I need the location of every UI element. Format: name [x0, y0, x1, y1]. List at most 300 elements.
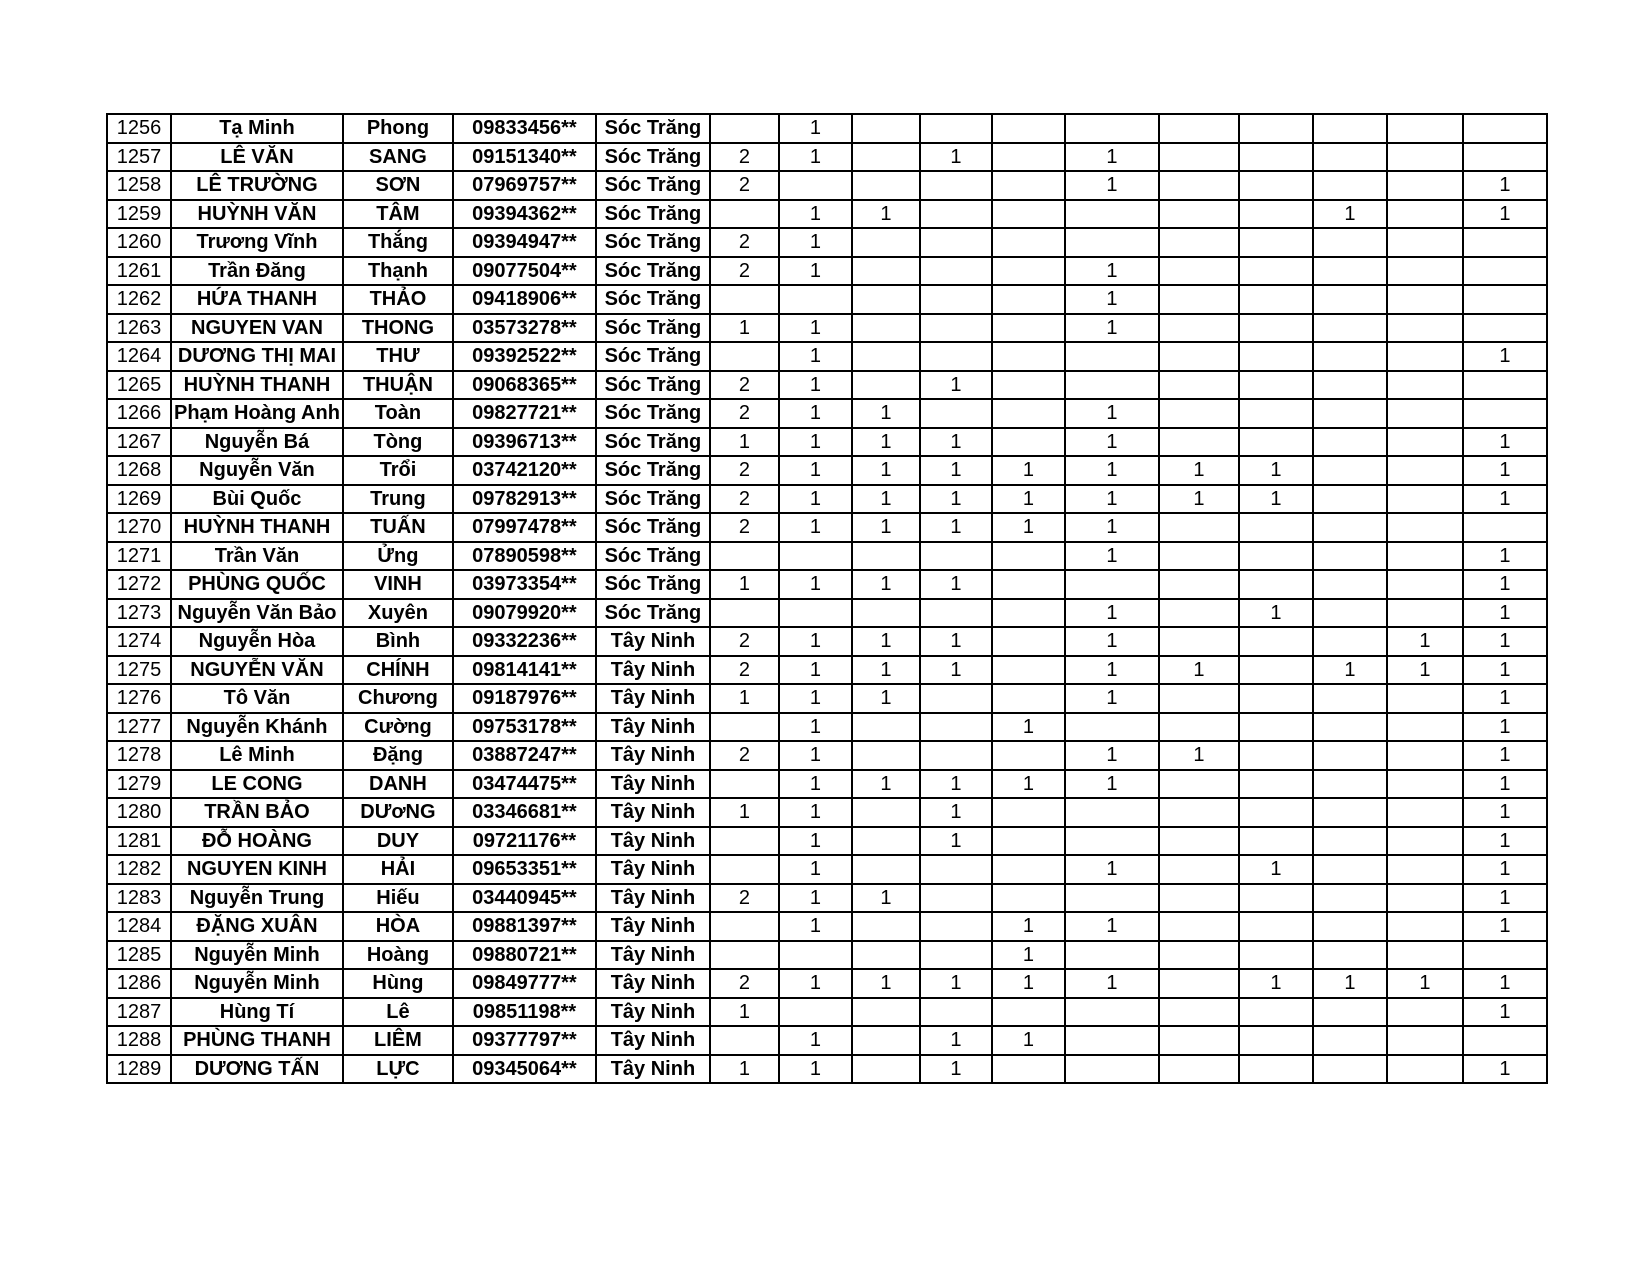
province-cell: Sóc Trăng — [596, 114, 710, 143]
phone-cell: 09849777** — [453, 969, 596, 998]
last-middle-name-cell: Trần Đăng — [171, 257, 343, 286]
value-cell: 2 — [710, 171, 779, 200]
last-middle-name-cell: Nguyễn Trung — [171, 884, 343, 913]
first-name-cell: Toàn — [343, 399, 453, 428]
province-cell: Sóc Trăng — [596, 599, 710, 628]
last-middle-name-cell: Bùi Quốc — [171, 485, 343, 514]
value-cell: 2 — [710, 485, 779, 514]
table-row — [107, 200, 1547, 229]
value-cell: 1 — [1065, 542, 1159, 571]
value-cell — [852, 171, 920, 200]
value-cell: 1 — [779, 456, 852, 485]
last-middle-name-cell: Nguyễn Khánh — [171, 713, 343, 742]
row-id-cell: 1271 — [107, 542, 171, 571]
value-cell: 1 — [992, 456, 1065, 485]
table-row — [107, 684, 1547, 713]
value-cell — [1387, 485, 1463, 514]
last-middle-name-cell: TRẦN BẢO — [171, 798, 343, 827]
phone-cell: 09394362** — [453, 200, 596, 229]
value-cell: 1 — [779, 684, 852, 713]
province-cell: Sóc Trăng — [596, 399, 710, 428]
value-cell — [1387, 741, 1463, 770]
value-cell — [1065, 798, 1159, 827]
value-cell: 1 — [852, 456, 920, 485]
value-cell — [710, 114, 779, 143]
phone-cell: 03440945** — [453, 884, 596, 913]
value-cell: 1 — [1159, 485, 1239, 514]
row-id-cell: 1274 — [107, 627, 171, 656]
value-cell: 1 — [1463, 456, 1547, 485]
value-cell: 1 — [1065, 741, 1159, 770]
province-cell: Tây Ninh — [596, 770, 710, 799]
value-cell: 1 — [992, 713, 1065, 742]
value-cell — [1065, 1055, 1159, 1084]
value-cell: 1 — [710, 798, 779, 827]
value-cell — [1313, 627, 1387, 656]
value-cell: 1 — [1463, 969, 1547, 998]
phone-cell: 09187976** — [453, 684, 596, 713]
first-name-cell: THONG — [343, 314, 453, 343]
value-cell — [1313, 542, 1387, 571]
value-cell — [1387, 171, 1463, 200]
value-cell — [1387, 342, 1463, 371]
row-id-cell: 1268 — [107, 456, 171, 485]
value-cell: 1 — [779, 912, 852, 941]
value-cell — [1065, 114, 1159, 143]
value-cell — [1463, 1026, 1547, 1055]
value-cell — [1159, 428, 1239, 457]
row-id-cell: 1279 — [107, 770, 171, 799]
phone-cell: 07969757** — [453, 171, 596, 200]
value-cell — [992, 798, 1065, 827]
value-cell: 1 — [1159, 656, 1239, 685]
province-cell: Tây Ninh — [596, 941, 710, 970]
value-cell: 2 — [710, 371, 779, 400]
value-cell — [1387, 228, 1463, 257]
value-cell — [1313, 171, 1387, 200]
value-cell — [920, 314, 992, 343]
value-cell — [1239, 713, 1313, 742]
table-row — [107, 656, 1547, 685]
value-cell — [1387, 257, 1463, 286]
province-cell: Sóc Trăng — [596, 257, 710, 286]
value-cell — [1313, 428, 1387, 457]
first-name-cell: Hoàng — [343, 941, 453, 970]
first-name-cell: Hiếu — [343, 884, 453, 913]
value-cell — [1313, 399, 1387, 428]
value-cell — [852, 257, 920, 286]
value-cell — [992, 684, 1065, 713]
value-cell — [1387, 1026, 1463, 1055]
value-cell: 1 — [920, 485, 992, 514]
first-name-cell: TÂM — [343, 200, 453, 229]
last-middle-name-cell: HUỲNH VĂN — [171, 200, 343, 229]
value-cell — [1463, 371, 1547, 400]
value-cell — [1239, 570, 1313, 599]
value-cell — [1239, 542, 1313, 571]
last-middle-name-cell: LÊ VĂN — [171, 143, 343, 172]
value-cell — [1065, 941, 1159, 970]
value-cell: 1 — [920, 570, 992, 599]
value-cell — [1463, 257, 1547, 286]
first-name-cell: LIÊM — [343, 1026, 453, 1055]
table-row — [107, 143, 1547, 172]
value-cell: 1 — [920, 827, 992, 856]
value-cell — [920, 342, 992, 371]
value-cell: 1 — [992, 485, 1065, 514]
value-cell — [710, 912, 779, 941]
value-cell — [1159, 627, 1239, 656]
value-cell — [1313, 285, 1387, 314]
value-cell — [1463, 314, 1547, 343]
phone-cell: 09814141** — [453, 656, 596, 685]
value-cell: 1 — [710, 314, 779, 343]
value-cell — [1239, 884, 1313, 913]
value-cell — [920, 542, 992, 571]
first-name-cell: Trung — [343, 485, 453, 514]
first-name-cell: Xuyên — [343, 599, 453, 628]
table-row — [107, 770, 1547, 799]
value-cell — [852, 114, 920, 143]
phone-cell: 09377797** — [453, 1026, 596, 1055]
table-body — [107, 114, 1547, 1083]
value-cell — [710, 599, 779, 628]
row-id-cell: 1263 — [107, 314, 171, 343]
value-cell — [710, 200, 779, 229]
value-cell — [920, 855, 992, 884]
value-cell — [1313, 342, 1387, 371]
value-cell — [1313, 998, 1387, 1027]
table-row — [107, 342, 1547, 371]
value-cell: 1 — [1065, 969, 1159, 998]
row-id-cell: 1266 — [107, 399, 171, 428]
table-row — [107, 912, 1547, 941]
first-name-cell: CHÍNH — [343, 656, 453, 685]
phone-cell: 07890598** — [453, 542, 596, 571]
row-id-cell: 1262 — [107, 285, 171, 314]
value-cell: 1 — [1065, 855, 1159, 884]
value-cell — [1239, 371, 1313, 400]
value-cell: 1 — [920, 1055, 992, 1084]
last-middle-name-cell: NGUYEN KINH — [171, 855, 343, 884]
value-cell: 1 — [1065, 285, 1159, 314]
table-row — [107, 285, 1547, 314]
value-cell: 1 — [779, 257, 852, 286]
value-cell — [1313, 741, 1387, 770]
value-cell: 1 — [1313, 200, 1387, 229]
value-cell — [1159, 884, 1239, 913]
phone-cell: 03887247** — [453, 741, 596, 770]
value-cell — [1159, 855, 1239, 884]
value-cell — [1313, 143, 1387, 172]
row-id-cell: 1281 — [107, 827, 171, 856]
province-cell: Tây Ninh — [596, 627, 710, 656]
value-cell — [1313, 513, 1387, 542]
value-cell — [710, 855, 779, 884]
province-cell: Tây Ninh — [596, 827, 710, 856]
value-cell: 1 — [779, 741, 852, 770]
value-cell — [1159, 171, 1239, 200]
table-row — [107, 969, 1547, 998]
value-cell: 1 — [920, 969, 992, 998]
value-cell: 1 — [1463, 485, 1547, 514]
phone-cell: 09881397** — [453, 912, 596, 941]
row-id-cell: 1280 — [107, 798, 171, 827]
value-cell — [1313, 884, 1387, 913]
value-cell — [1387, 542, 1463, 571]
table-row — [107, 257, 1547, 286]
value-cell: 2 — [710, 143, 779, 172]
table-row — [107, 1026, 1547, 1055]
value-cell — [1239, 770, 1313, 799]
value-cell — [1387, 884, 1463, 913]
value-cell — [1313, 114, 1387, 143]
table-row — [107, 570, 1547, 599]
data-table — [106, 113, 1548, 1084]
first-name-cell: TUẤN — [343, 513, 453, 542]
table-row — [107, 599, 1547, 628]
value-cell: 1 — [920, 456, 992, 485]
value-cell — [1313, 257, 1387, 286]
last-middle-name-cell: HỨA THANH — [171, 285, 343, 314]
first-name-cell: THƯ — [343, 342, 453, 371]
value-cell — [1313, 1055, 1387, 1084]
value-cell: 1 — [1239, 485, 1313, 514]
table-row — [107, 941, 1547, 970]
value-cell — [1159, 770, 1239, 799]
first-name-cell: DƯơNG — [343, 798, 453, 827]
value-cell — [1313, 456, 1387, 485]
value-cell: 1 — [779, 570, 852, 599]
value-cell — [1313, 941, 1387, 970]
last-middle-name-cell: HUỲNH THANH — [171, 513, 343, 542]
row-id-cell: 1260 — [107, 228, 171, 257]
last-middle-name-cell: Nguyễn Hòa — [171, 627, 343, 656]
value-cell — [1387, 371, 1463, 400]
value-cell — [1387, 912, 1463, 941]
province-cell: Tây Ninh — [596, 656, 710, 685]
value-cell — [992, 998, 1065, 1027]
value-cell — [920, 257, 992, 286]
value-cell — [1065, 200, 1159, 229]
row-id-cell: 1283 — [107, 884, 171, 913]
value-cell — [1387, 855, 1463, 884]
value-cell: 1 — [1239, 969, 1313, 998]
value-cell — [1387, 200, 1463, 229]
value-cell: 1 — [1065, 627, 1159, 656]
table-row — [107, 513, 1547, 542]
last-middle-name-cell: DƯƠNG THỊ MAI — [171, 342, 343, 371]
value-cell: 1 — [779, 485, 852, 514]
value-cell: 1 — [852, 570, 920, 599]
value-cell — [1313, 371, 1387, 400]
value-cell — [1313, 684, 1387, 713]
value-cell — [1159, 998, 1239, 1027]
phone-cell: 09880721** — [453, 941, 596, 970]
value-cell — [1065, 1026, 1159, 1055]
value-cell: 1 — [1065, 513, 1159, 542]
value-cell: 1 — [779, 200, 852, 229]
first-name-cell: DANH — [343, 770, 453, 799]
value-cell: 1 — [1463, 912, 1547, 941]
value-cell — [1313, 485, 1387, 514]
value-cell: 2 — [710, 656, 779, 685]
province-cell: Sóc Trăng — [596, 143, 710, 172]
value-cell — [1065, 713, 1159, 742]
value-cell — [1239, 627, 1313, 656]
value-cell: 1 — [1065, 428, 1159, 457]
value-cell — [1387, 941, 1463, 970]
value-cell — [1313, 912, 1387, 941]
value-cell: 1 — [779, 513, 852, 542]
value-cell — [1387, 827, 1463, 856]
value-cell: 1 — [1463, 741, 1547, 770]
value-cell: 1 — [1463, 171, 1547, 200]
value-cell: 1 — [1463, 1055, 1547, 1084]
first-name-cell: HÒA — [343, 912, 453, 941]
first-name-cell: Thắng — [343, 228, 453, 257]
value-cell — [1239, 684, 1313, 713]
province-cell: Sóc Trăng — [596, 171, 710, 200]
table-row — [107, 741, 1547, 770]
value-cell: 1 — [852, 513, 920, 542]
phone-cell: 03742120** — [453, 456, 596, 485]
value-cell — [710, 1026, 779, 1055]
table-row — [107, 314, 1547, 343]
value-cell — [779, 542, 852, 571]
value-cell — [920, 200, 992, 229]
value-cell — [852, 1055, 920, 1084]
value-cell — [1159, 1026, 1239, 1055]
value-cell: 1 — [852, 969, 920, 998]
table-row — [107, 114, 1547, 143]
value-cell: 2 — [710, 257, 779, 286]
value-cell: 1 — [852, 399, 920, 428]
value-cell — [1159, 371, 1239, 400]
last-middle-name-cell: HUỲNH THANH — [171, 371, 343, 400]
value-cell — [1239, 428, 1313, 457]
value-cell: 1 — [1463, 627, 1547, 656]
phone-cell: 09079920** — [453, 599, 596, 628]
value-cell: 1 — [1463, 998, 1547, 1027]
value-cell — [1239, 114, 1313, 143]
value-cell: 1 — [920, 371, 992, 400]
value-cell — [1065, 998, 1159, 1027]
table-row — [107, 371, 1547, 400]
value-cell: 1 — [1065, 399, 1159, 428]
value-cell — [1239, 228, 1313, 257]
value-cell — [1387, 314, 1463, 343]
value-cell — [1239, 798, 1313, 827]
value-cell: 2 — [710, 627, 779, 656]
province-cell: Sóc Trăng — [596, 542, 710, 571]
last-middle-name-cell: Nguyễn Minh — [171, 941, 343, 970]
value-cell: 2 — [710, 399, 779, 428]
value-cell — [1065, 884, 1159, 913]
value-cell — [992, 399, 1065, 428]
value-cell — [920, 884, 992, 913]
last-middle-name-cell: Tạ Minh — [171, 114, 343, 143]
province-cell: Sóc Trăng — [596, 513, 710, 542]
value-cell — [1387, 285, 1463, 314]
value-cell — [1239, 827, 1313, 856]
last-middle-name-cell: Trần Văn — [171, 542, 343, 571]
value-cell: 1 — [779, 884, 852, 913]
value-cell — [1159, 513, 1239, 542]
value-cell: 1 — [779, 314, 852, 343]
row-id-cell: 1270 — [107, 513, 171, 542]
table-row — [107, 998, 1547, 1027]
value-cell — [1065, 570, 1159, 599]
value-cell — [1313, 228, 1387, 257]
value-cell: 1 — [1463, 570, 1547, 599]
province-cell: Sóc Trăng — [596, 200, 710, 229]
table-row — [107, 1055, 1547, 1084]
value-cell — [779, 285, 852, 314]
province-cell: Sóc Trăng — [596, 371, 710, 400]
value-cell — [992, 171, 1065, 200]
province-cell: Tây Ninh — [596, 884, 710, 913]
value-cell — [1387, 1055, 1463, 1084]
last-middle-name-cell: PHÙNG THANH — [171, 1026, 343, 1055]
last-middle-name-cell: Phạm Hoàng Anh — [171, 399, 343, 428]
value-cell — [852, 798, 920, 827]
row-id-cell: 1275 — [107, 656, 171, 685]
value-cell — [1387, 399, 1463, 428]
value-cell — [920, 912, 992, 941]
row-id-cell: 1258 — [107, 171, 171, 200]
value-cell: 1 — [710, 570, 779, 599]
first-name-cell: THẢO — [343, 285, 453, 314]
value-cell — [920, 713, 992, 742]
province-cell: Tây Ninh — [596, 741, 710, 770]
value-cell: 1 — [1239, 599, 1313, 628]
value-cell: 1 — [1463, 200, 1547, 229]
last-middle-name-cell: LE CONG — [171, 770, 343, 799]
value-cell: 1 — [1065, 171, 1159, 200]
row-id-cell: 1287 — [107, 998, 171, 1027]
row-id-cell: 1257 — [107, 143, 171, 172]
value-cell — [779, 941, 852, 970]
last-middle-name-cell: NGUYỄN VĂN — [171, 656, 343, 685]
value-cell — [1239, 1055, 1313, 1084]
value-cell: 1 — [992, 912, 1065, 941]
value-cell: 1 — [920, 798, 992, 827]
row-id-cell: 1256 — [107, 114, 171, 143]
phone-cell: 09068365** — [453, 371, 596, 400]
value-cell — [852, 827, 920, 856]
value-cell: 2 — [710, 741, 779, 770]
phone-cell: 09345064** — [453, 1055, 596, 1084]
first-name-cell: Thạnh — [343, 257, 453, 286]
phone-cell: 09782913** — [453, 485, 596, 514]
value-cell — [1463, 143, 1547, 172]
table-row — [107, 228, 1547, 257]
value-cell: 1 — [1463, 342, 1547, 371]
phone-cell: 03573278** — [453, 314, 596, 343]
value-cell: 1 — [779, 827, 852, 856]
value-cell — [710, 713, 779, 742]
row-id-cell: 1288 — [107, 1026, 171, 1055]
value-cell: 1 — [1065, 314, 1159, 343]
value-cell — [779, 998, 852, 1027]
value-cell — [852, 599, 920, 628]
row-id-cell: 1277 — [107, 713, 171, 742]
last-middle-name-cell: DƯƠNG TẤN — [171, 1055, 343, 1084]
first-name-cell: Chương — [343, 684, 453, 713]
value-cell — [1239, 342, 1313, 371]
table-row — [107, 542, 1547, 571]
